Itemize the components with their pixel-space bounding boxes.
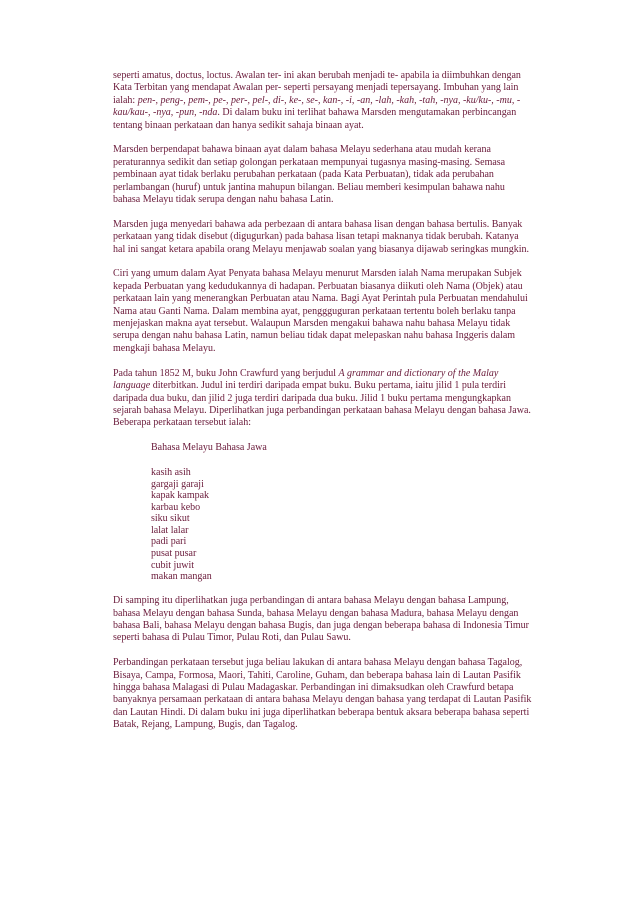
paragraph-1: [113, 70, 533, 132]
paragraph-5-text-a: Pada tahun 1852 M, buku John Crawfurd yang berjudul: [113, 367, 339, 379]
word-pair: kapak kampak: [151, 490, 210, 502]
affix-list: pen-, peng-, pem-, pe-, per-, pel-, di-, ke-, se-, kan-, -i, -an, -lah, -kah, -tah, -nya, -ku/ku-, -mu, -kau/kau-, -nya, -pun, -nda: [113, 94, 521, 119]
word-pair: padi pari: [151, 536, 187, 548]
word-table-header: Bahasa Melayu Bahasa Jawa: [151, 442, 267, 454]
paragraph-5: [113, 368, 533, 430]
word-pair: siku sikut: [151, 513, 190, 525]
word-pair: lalat lalar: [151, 524, 189, 536]
paragraph-5-text-c: diterbitkan. Judul ini terdiri daripada empat buku. Buku pertama, iaitu jilid 1 pula terdiri daripada dua buku, dan jilid 2 juga terdiri daripada dua buku. Jilid 1 buku pertama mengungkapkan sejarah bahasa Melayu. Diperlihatkan juga perbandingan perkataan bahasa Melayu dengan bahasa Jawa. Beberapa perkataan tersebut ialah:: [113, 380, 531, 429]
word-pair: pusat pusar: [151, 548, 197, 560]
word-pair: kasih asih: [151, 466, 191, 478]
paragraph-2: Marsden berpendapat bahawa binaan ayat dalam bahasa Melayu sederhana atau mudah kerana peraturannya sedikit dan setiap golongan perkataan mempunyai tugasnya masing-masing. Semasa pembinaan ayat tidak berlaku perubahan perkataan (pada Kata Perbuatan), tidak ada perubahan perlambangan (huruf) untuk jantina mahupun bilangan. Beliau memberi kesimpulan bahawa nahu bahasa Melayu tidak serupa dengan nahu bahasa Latin.: [113, 144, 506, 206]
word-pair-list: [151, 467, 533, 583]
paragraph-3: Marsden juga menyedari bahawa ada perbezaan di antara bahasa lisan dengan bahasa bertulis. Banyak perkataan yang tidak disebut (digugurkan) pada bahasa lisan tetapi maknanya tidak berubah. Katanya hal ini sangat ketara apabila orang Melayu menjawab soalan yang biasanya dijawab seringkas mungkin.: [113, 218, 529, 255]
paragraph-1-text-a: seperti amatus, doctus, loctus. Awalan ter- ini akan berubah menjadi te- apabila ia diimbuhkan dengan Kata Terbitan yang mendapat Awalan per- seperti persayang menjadi tepersayang. Imbuhan yang lain ialah:: [113, 70, 521, 106]
word-pair: cubit juwit: [151, 559, 195, 571]
book-title: A grammar and dictionary of the Malay language: [113, 367, 499, 392]
word-pair: makan mangan: [151, 571, 212, 583]
paragraph-4: Ciri yang umum dalam Ayat Penyata bahasa Melayu menurut Marsden ialah Nama merupakan Subjek kepada Perbuatan yang kedudukannya di hadapan. Perbuatan biasanya diikuti oleh Nama (Objek) atau perkataan lain yang menerangkan Perbuatan atau Nama. Bagi Ayat Perintah pula Perbuatan mendahului Nama atau Ganti Nama. Dalam membina ayat, penggguguran perkataan tertentu boleh berlaku tanpa menjejaskan makna ayat tersebut. Walaupun Marsden mengakui bahawa nahu bahasa Melayu tidak serupa dengan nahu bahasa Latin, namun beliau tidak dapat melepaskan nahu bahasa Inggeris dalam mengkaji bahasa Melayu.: [113, 268, 528, 354]
paragraph-7: Perbandingan perkataan tersebut juga beliau lakukan di antara bahasa Melayu dengan bahasa Tagalog, Bisaya, Campa, Formosa, Maori, Tahiti, Caroline, Guham, dan beberapa bahasa lain di Lautan Pasifik hingga bahasa Malagasi di Pulau Madagaskar. Perbandingan ini dimaksudkan oleh Crawfurd betapa banyaknya persamaan perkataan di antara bahasa Melayu dengan bahasa yang terdapat di Lautan Pasifik dan Lautan Hindi. Di dalam buku ini juga diperlihatkan beberapa bentuk aksara beberapa bahasa seperti Batak, Rejang, Lampung, Bugis, dan Tagalog.: [113, 657, 532, 731]
document-page: [113, 70, 533, 744]
paragraph-1-text-c: . Di dalam buku ini terlihat bahawa Marsden mengutamakan perbincangan tentang binaan perkataan dan hanya sedikit sahaja binaan ayat.: [113, 107, 517, 131]
word-pair: karbau kebo: [151, 501, 201, 513]
paragraph-6: Di samping itu diperlihatkan juga perbandingan di antara bahasa Melayu dengan bahasa Lampung, bahasa Melayu dengan bahasa Sunda, bahasa Melayu dengan bahasa Madura, bahasa Melayu dengan bahasa Bali, bahasa Melayu dengan bahasa Bugis, dan juga dengan beberapa bahasa di Indonesia Timur seperti bahasa di Pulau Timor, Pulau Roti, dan Pulau Sawu.: [113, 595, 529, 644]
word-pair: gargaji garaji: [151, 478, 204, 490]
